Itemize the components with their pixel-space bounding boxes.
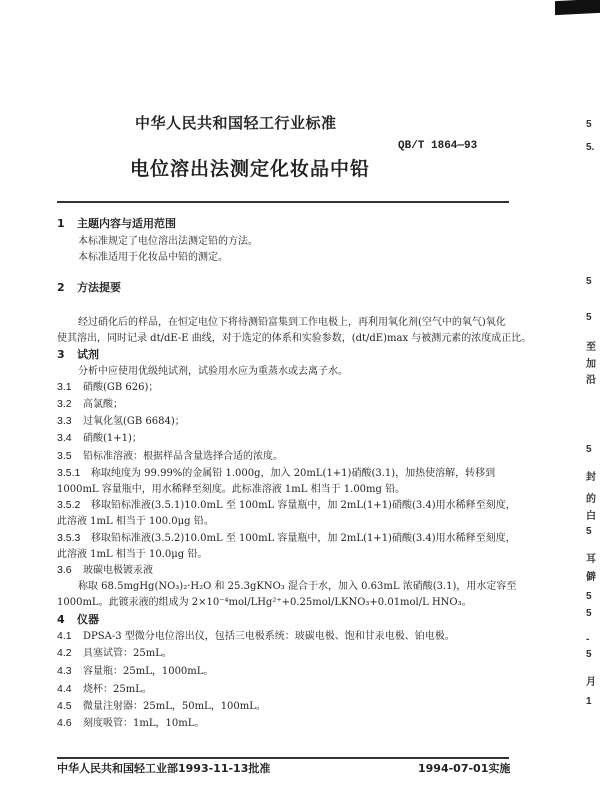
item-text: 称取纯度为 99.99%的金属铅 1.000g，加入 20mL(1+1)硝酸(3.1)，加热使溶解，转移到 (91, 468, 496, 479)
item-text: 具塞试管：25mL。 (83, 648, 172, 659)
item-text: 铅标准溶液：根据样品含量选择合适的浓度。 (83, 451, 283, 462)
section-number: 4 (57, 613, 65, 626)
section-4-heading (57, 613, 99, 626)
section-2-heading (57, 281, 121, 294)
margin-fragment: 月 (586, 677, 596, 688)
item-continuation: 称取 68.5mgHg(NO₃)₂·H₂O 和 25.3gKNO₃ 混合于水，加入 0.63mL 浓硝酸(3.1)，用水定容至 (78, 581, 517, 592)
section-number: 2 (57, 281, 65, 294)
footer-divider (57, 757, 509, 759)
list-item (57, 415, 185, 428)
paragraph: 分析中应使用优级纯试剂，试验用水应为重蒸水或去离子水。 (78, 366, 348, 377)
margin-fragment: 5. (586, 142, 595, 153)
margin-fragment: 至 (586, 342, 596, 353)
section-3-heading (57, 348, 99, 361)
item-text: DPSA-3 型微分电位溶出仪，包括三电极系统：玻碳电极、饱和甘汞电极、铂电极。 (83, 631, 455, 642)
list-item (57, 398, 123, 411)
item-number: 4.2 (57, 647, 72, 659)
item-text: 移取铅标准液(3.5.2)10.0mL 至 100mL 容量瓶中，加 2mL(1+1)硝酸(3.4)用水稀释至刻度， (91, 533, 516, 544)
item-text: 移取铅标准液(3.5.1)10.0mL 至 100mL 容量瓶中，加 2mL(1+1)硝酸(3.4)用水稀释至刻度， (91, 500, 516, 511)
list-item (57, 700, 266, 713)
margin-fragment: 5 (586, 276, 592, 287)
list-item (57, 630, 455, 643)
item-number: 3.1 (57, 381, 72, 393)
document-title: 电位溶出法测定化妆品中铅 (130, 158, 371, 180)
item-text: 硝酸(GB 626)； (83, 382, 159, 393)
margin-fragment: 5 (586, 649, 592, 660)
item-number: 4.4 (57, 683, 72, 695)
item-number: 3.5.3 (57, 532, 81, 544)
item-text: 微量注射器：25mL，50mL，100mL。 (83, 701, 266, 712)
section-title: 主题内容与适用范围 (77, 217, 176, 230)
item-number: 4.6 (57, 717, 72, 729)
list-item (57, 717, 204, 730)
item-continuation: 1000mL。此镀汞液的组成为 2×10⁻⁴mol/LHg²⁺+0.25mol/LKNO₃+0.01mol/L HNO₃。 (57, 597, 472, 608)
list-item (57, 532, 516, 545)
item-continuation: 1000mL 容量瓶中，用水稀释至刻度。此标准溶液 1mL 相当于 1.00mg 铅。 (57, 484, 406, 495)
item-number: 3.3 (57, 415, 72, 427)
list-item (57, 683, 152, 696)
item-number: 3.5 (57, 450, 72, 462)
effective-date: 1994-07-01实施 (418, 762, 511, 775)
item-text: 刻度吸管：1mL，10mL。 (83, 718, 205, 729)
margin-fragment: 僻 (586, 572, 596, 583)
margin-fragment: 耳 (586, 554, 596, 565)
standard-organization: 中华人民共和国轻工行业标准 (135, 114, 337, 132)
item-number: 4.3 (57, 665, 72, 677)
margin-fragment: 加 (586, 359, 596, 370)
margin-fragment: 5 (586, 526, 592, 537)
item-continuation: 此溶液 1mL 相当于 10.0μg 铅。 (57, 549, 208, 560)
margin-fragment: 封 (586, 472, 596, 483)
item-text: 高氯酸； (83, 399, 123, 410)
item-number: 3.2 (57, 398, 72, 410)
item-text: 玻碳电极镀汞液 (83, 565, 153, 576)
paragraph: 本标准规定了电位溶出法测定铅的方法。 (78, 236, 258, 247)
paragraph-line: 经过硝化后的样品，在恒定电位下将待测铅富集到工作电极上，再利用氧化剂(空气中的氧气)氧化 (78, 317, 506, 328)
item-text: 容量瓶：25mL，1000mL。 (83, 666, 214, 677)
item-text: 过氧化氢(GB 6684)； (83, 416, 185, 427)
scan-edge-shadow (555, 0, 600, 15)
section-1-heading (57, 217, 176, 230)
margin-fragment: 5 (586, 608, 592, 619)
header-divider (57, 201, 509, 203)
list-item (57, 564, 153, 577)
item-continuation: 此溶液 1mL 相当于 100.0μg 铅。 (57, 516, 214, 527)
section-number: 3 (57, 348, 65, 361)
item-number: 3.5.2 (57, 499, 81, 511)
margin-fragment: 5 (586, 591, 592, 602)
section-title: 仪器 (77, 613, 99, 626)
list-item (57, 467, 495, 480)
margin-fragment: 的 (586, 494, 596, 505)
item-number: 3.4 (57, 432, 72, 444)
paragraph: 本标准适用于化妆品中铅的测定。 (78, 252, 228, 263)
list-item (57, 450, 283, 463)
item-number: 3.5.1 (57, 467, 81, 479)
list-item (57, 665, 213, 678)
section-title: 试剂 (77, 348, 99, 361)
margin-fragment: 5 (586, 119, 592, 130)
margin-fragment: 5 (586, 312, 592, 323)
item-number: 4.1 (57, 630, 72, 642)
section-title: 方法提要 (77, 281, 121, 294)
paragraph-line: 使其溶出，同时记录 dt/dE-E 曲线，对于选定的体系和实验参数，(dt/dE)max 与被测元素的浓度成正比。 (57, 333, 532, 344)
margin-fragment: - (586, 634, 590, 645)
section-number: 1 (57, 217, 65, 230)
margin-fragment: 沿 (586, 375, 596, 386)
margin-fragment: 1 (586, 696, 592, 707)
approval-note: 中华人民共和国轻工业部1993-11-13批准 (57, 762, 271, 775)
list-item (57, 432, 142, 445)
item-text: 烧杯：25mL。 (83, 684, 152, 695)
item-number: 4.5 (57, 700, 72, 712)
list-item (57, 647, 172, 660)
item-text: 硝酸(1+1)； (83, 433, 142, 444)
standard-code: QB/T 1864—93 (398, 140, 478, 152)
list-item (57, 381, 158, 394)
item-number: 3.6 (57, 564, 72, 576)
margin-fragment: 白 (586, 511, 596, 522)
list-item (57, 499, 516, 512)
margin-fragment: 5 (586, 444, 592, 455)
